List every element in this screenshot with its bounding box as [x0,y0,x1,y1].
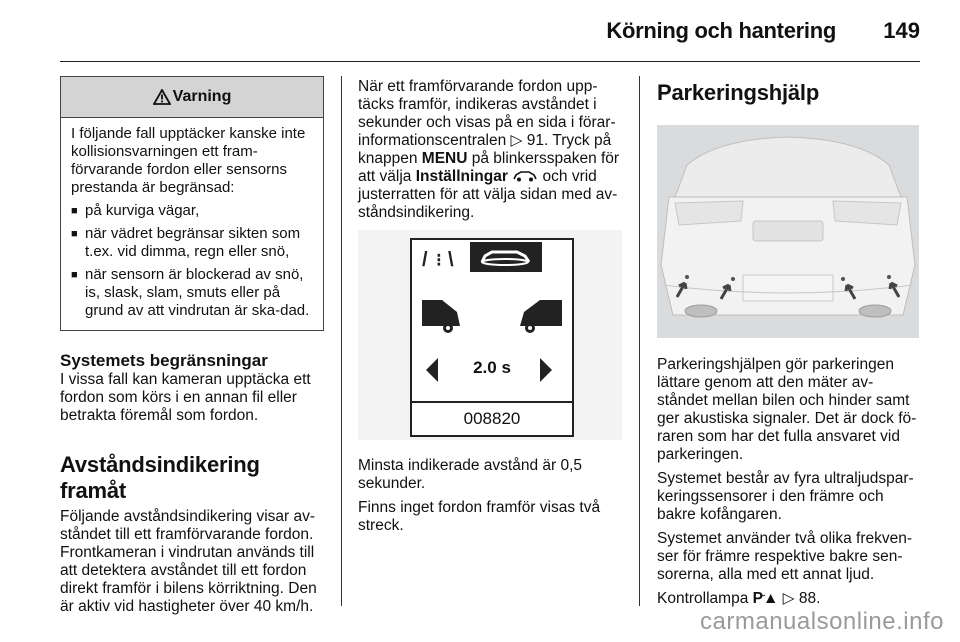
limitations-heading: Systemets begränsningar [60,351,268,370]
svg-text:/: / [422,249,428,271]
warning-box [60,76,324,331]
distance-paragraph: När ett framförvarande fordon upp-täcks framför, indikeras avståndet i sekunder och visas på en sida i förar-informationscentralen ▷ 91. Tryck på knappen MENU på blinkersspaken för att välja Inställningar och vrid justerratten för att välja sidan med av-ståndsindikering. [358,78,620,221]
warning-item: ■ när vädret begränsar sikten som t.ex. vid dimma, regn eller snö, [71,225,313,261]
limitations-text: I vissa fall kan kameran upptäcka ett fordon som körs i en annan fil eller betrakta föremål som fordon. [60,371,311,424]
display-graphics [412,240,572,435]
page-ref: 88. [798,590,821,607]
warning-title: Varning [172,88,232,105]
car-rear-illustration [657,125,919,338]
parking-heading: Parkeringshjälp [657,80,820,105]
warning-item: ■ på kurviga vägar, [71,202,313,220]
driver-info-display [410,238,574,437]
warning-intro: I följande fall upptäcker kanske inte kollisionsvarningen ett fram-förvarande fordon eller sensorns prestanda är begränsad: [71,125,306,196]
warning-triangle-icon [153,89,171,105]
car-rear-sensors-photo [657,125,919,338]
forward-heading: Avståndsindikering framåt [60,452,260,503]
menu-button-label: MENU [421,150,468,167]
watermark: carmanualsonline.info [700,608,944,635]
no-vehicle-text: Finns inget fordon framför visas två streck. [358,499,601,534]
forward-text: Följande avståndsindikering visar av-ståndet till ett framförvarande fordon. Frontkameran i vindrutan används till att detektera avståndet till ett fordon direkt framför i bilens körriktning. Den är aktiv vid hastigheter över 40 km/h. [60,508,317,615]
page-ref: 91 [526,132,544,149]
parking-intro-text: Parkeringshjälpen gör parkeringen lättare genom att den mäter av-ståndet mellan bilen och hinder samt ger akustiska signaler. Det är dock fö-raren som har det fulla ansvaret vid parkeringen. [657,356,917,463]
svg-text:⁝: ⁝ [436,250,442,270]
settings-label: Inställningar [415,168,508,185]
parking-frequency-text: Systemet använder två olika frekven-ser för främre respektive bakre sen-sorerna, alla med ett annat ljud. [657,530,913,583]
display-distance-time: 2.0 s [473,358,511,377]
parking-assist-icon: P▲ [752,590,779,607]
page-header-title: Körning och hantering [606,18,836,43]
indicator-lamp-text: Kontrollampa P▲ ▷ 88. [657,590,821,607]
column-divider-2 [639,76,640,606]
display-odometer: 008820 [463,409,521,428]
svg-text:\: \ [448,249,454,271]
header-divider [60,61,920,62]
warning-item: ■ när sensorn är blockerad av snö, is, slask, slam, smuts eller på grund av att vindrutan är ska-dad. [71,266,313,320]
warning-list [71,202,313,320]
car-icon [512,170,538,182]
distance-display-illustration [358,230,622,440]
column-divider-1 [341,76,342,606]
page-ref-icon: ▷ [510,132,523,149]
parking-sensors-text: Systemet består av fyra ultraljudspar-keringssensorer i den främre och bakre kofångaren. [657,470,914,523]
page-number: 149 [883,18,920,43]
minimum-distance-text: Minsta indikerade avstånd är 0,5 sekunder. [358,457,583,492]
warning-header [61,77,323,118]
page-ref-icon: ▷ [782,590,795,607]
